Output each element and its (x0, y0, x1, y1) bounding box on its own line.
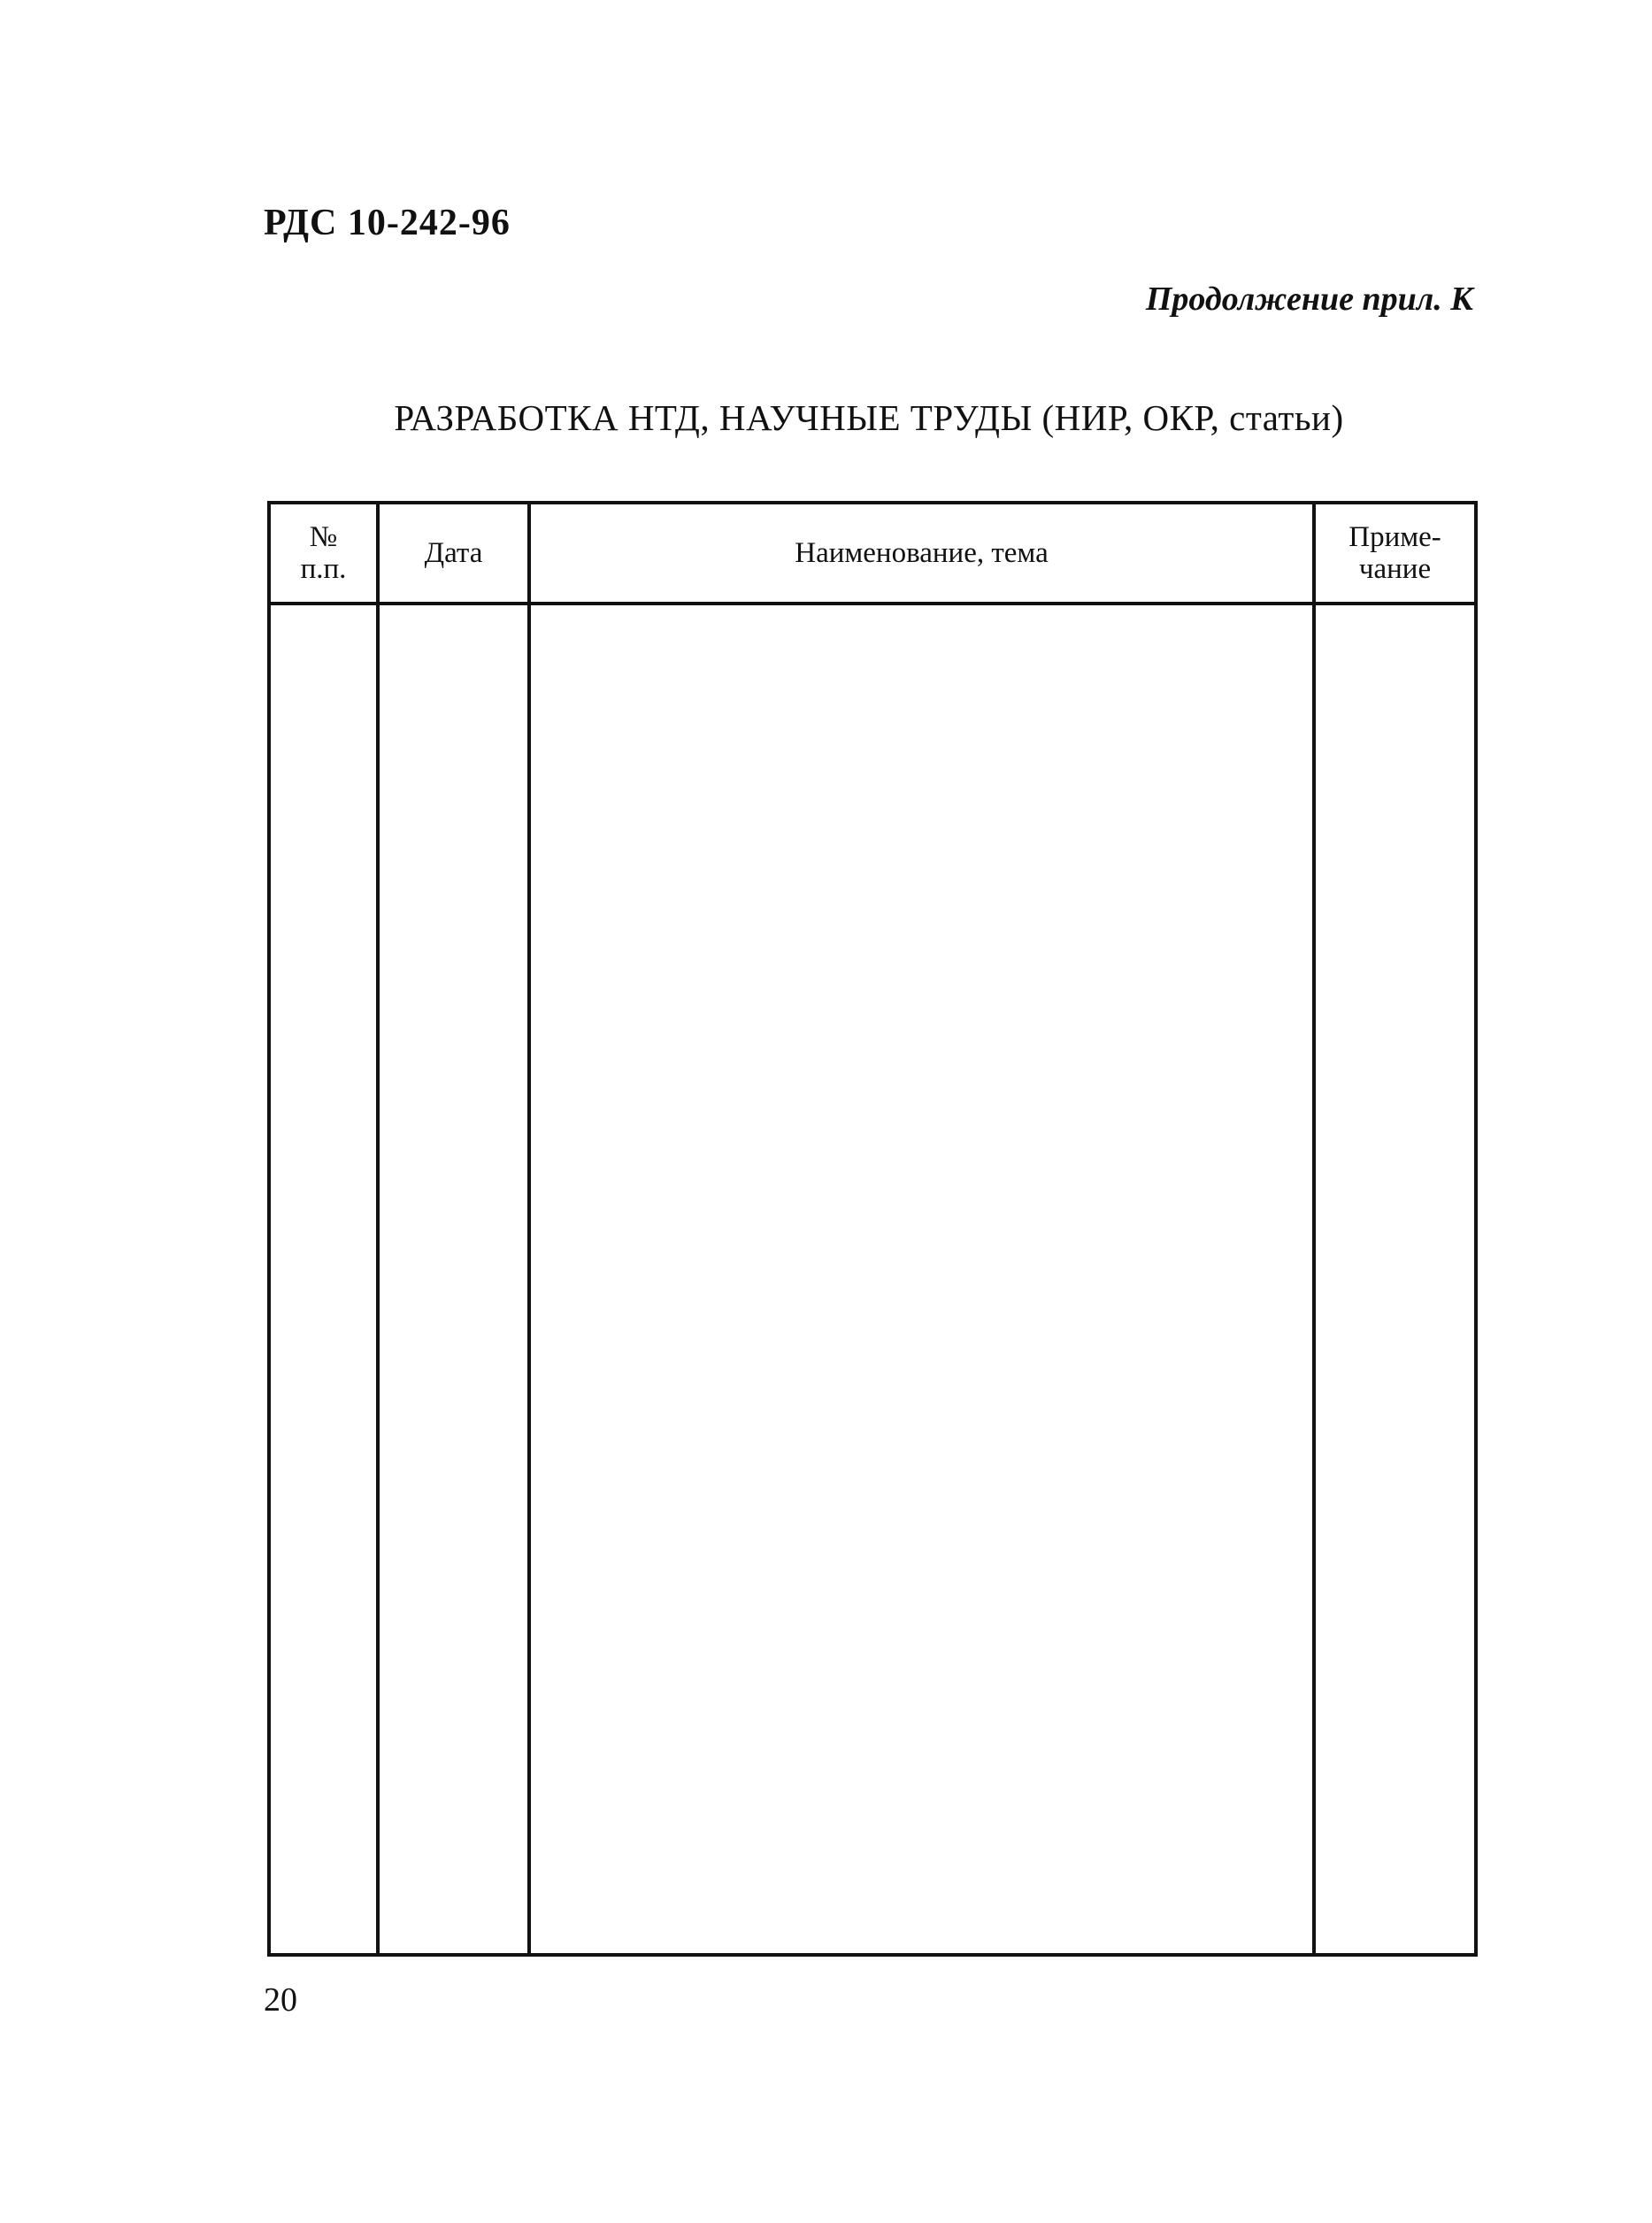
cell-name (529, 604, 1314, 1955)
column-header-name (529, 503, 1314, 604)
column-header-note-line2: чание (1358, 553, 1432, 585)
table-body-row (269, 604, 1476, 1955)
cell-number (269, 604, 378, 1955)
column-header-date-label: Дата (424, 537, 483, 569)
column-header-date (378, 503, 529, 604)
document-code: РДС 10-242-96 (264, 203, 511, 243)
records-table (267, 501, 1478, 1957)
page-number: 20 (264, 1981, 297, 2019)
column-header-number-line1: № (309, 521, 338, 553)
column-header-note-line1: Приме- (1348, 521, 1441, 553)
appendix-continuation-label: Продолжение прил. К (1145, 281, 1473, 318)
cell-date (378, 604, 529, 1955)
section-title: РАЗРАБОТКА НТД, НАУЧНЫЕ ТРУДЫ (НИР, ОКР, статьи) (394, 397, 1344, 438)
column-header-number-line2: п.п. (300, 553, 347, 585)
column-header-name-label: Наименование, тема (795, 537, 1049, 569)
table-header-row (269, 503, 1476, 604)
cell-note (1314, 604, 1476, 1955)
column-header-note (1314, 503, 1476, 604)
column-header-number (269, 503, 378, 604)
